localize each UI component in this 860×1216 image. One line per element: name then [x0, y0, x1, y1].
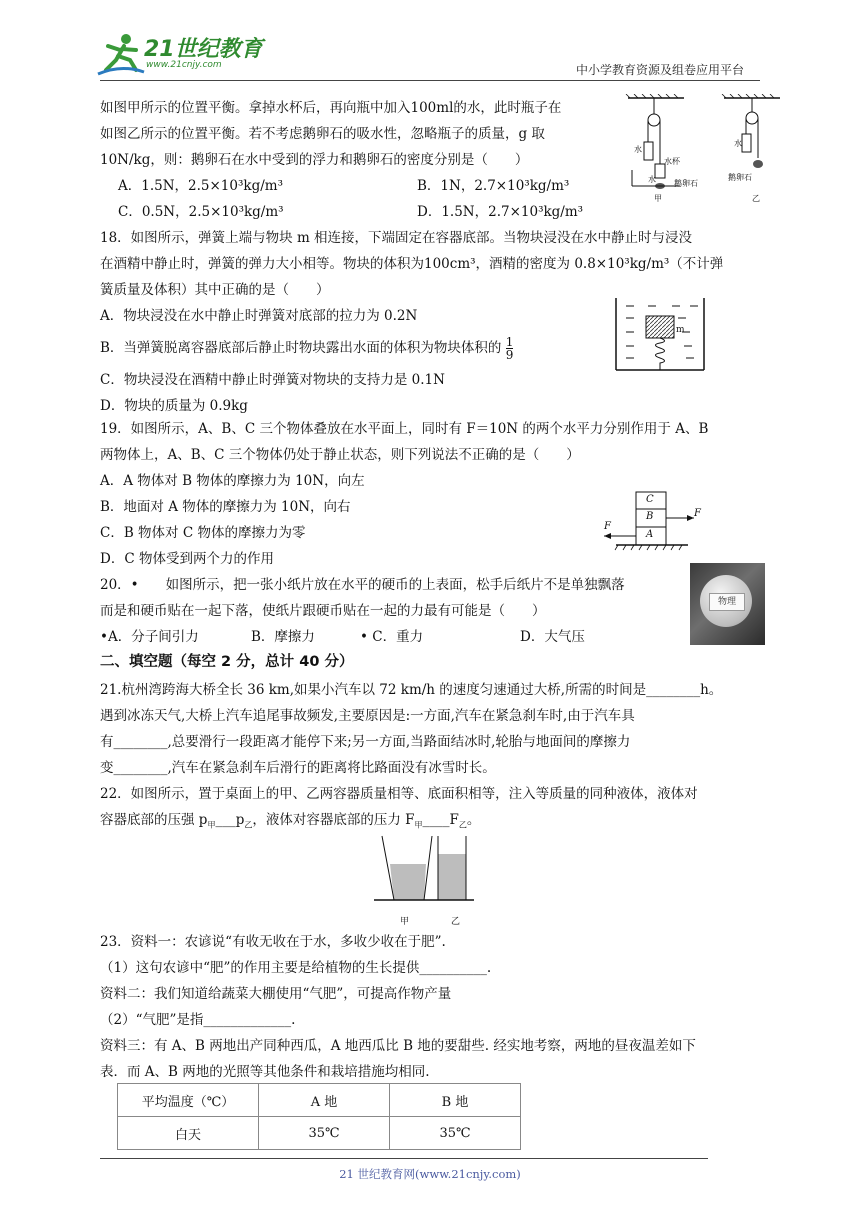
q22-line-2 — [100, 811, 480, 835]
q18-option-b-text: B．当弹簧脱离容器底部后静止时物块露出水面的体积为物块体积的 — [100, 340, 502, 356]
q23-line-1: 23．资料一：农谚说“有收无收在于水，多收少收在于肥”. — [100, 934, 446, 950]
q18-option-c: C．物块浸没在酒精中静止时弹簧对物块的支持力是 0.1N — [100, 372, 445, 388]
q17-fig-label-yi: 乙 — [752, 194, 760, 203]
table-cell: 35℃ — [259, 1117, 390, 1150]
q19-line-2: 两物体上，A、B、C 三个物体仍处于静止状态，则下列说法不正确的是（ ） — [100, 447, 580, 463]
logo-title: 21世纪教育 — [144, 37, 263, 62]
q17-fig-water-1: 水 — [634, 145, 642, 154]
q21-line-1: 21.杭州湾跨海大桥全长 36 km,如果小汽车以 72 km/h 的速度匀速通过大桥,所需的时间是________h。 — [100, 682, 723, 698]
q20-option-a: •A．分子间引力 — [100, 629, 199, 645]
q18-option-b — [100, 336, 513, 361]
q23-line-5: 资料三：有 A、B 两地出产同种西瓜，A 地西瓜比 B 地的要甜些. 经实地考察，两地的昼夜温差如下 — [100, 1038, 696, 1054]
q19-option-b: B．地面对 A 物体的摩擦力为 10N，向右 — [100, 499, 351, 515]
q22-text-e: 。 — [466, 812, 481, 828]
q21-line-2: 遇到冰冻天气,大桥上汽车追尾事故频发,主要原因是:一方面,汽车在紧急刹车时,由于汽车具 — [100, 708, 635, 724]
q19-option-d: D．C 物体受到两个力的作用 — [100, 551, 274, 567]
header-divider — [100, 80, 760, 81]
table-header-cell: A 地 — [259, 1084, 390, 1117]
table-cell: 35℃ — [390, 1117, 521, 1150]
q19-fig-label-b: B — [646, 511, 654, 522]
q22-fig-label-jia: 甲 — [400, 917, 410, 927]
q19-line-1: 19．如图所示，A、B、C 三个物体叠放在水平面上，同时有 F＝10N 的两个水平力分别作用于 A、B — [100, 421, 709, 437]
paper-label: 物理 — [709, 593, 745, 611]
q19-fig-label-a: A — [646, 529, 654, 540]
table-header-cell: 平均温度（℃） — [118, 1084, 259, 1117]
fraction-numerator: 1 — [505, 335, 514, 349]
q23-line-6: 表．而 A、B 两地的光照等其他条件和栽培措施均相同. — [100, 1064, 430, 1080]
footer-divider — [100, 1158, 708, 1159]
logo-url: www.21cnjy.com — [146, 60, 222, 70]
platform-name: 中小学教育资源及组卷应用平台 — [576, 63, 745, 77]
q17-fig-water-3: 水 — [734, 139, 742, 148]
q18-option-a: A．物块浸没在水中静止时弹簧对底部的拉力为 0.2N — [100, 308, 418, 324]
q22-text-a: 容器底部的压强 p — [100, 812, 208, 828]
q19-fig-label-c: C — [646, 494, 654, 505]
q19-option-a: A．A 物体对 B 物体的摩擦力为 10N，向左 — [100, 473, 365, 489]
table-row — [118, 1117, 521, 1150]
q18-figure-container — [614, 296, 706, 374]
q18-line-3: 簧质量及体积）其中正确的是（ ） — [100, 282, 330, 298]
q22-figure-containers — [372, 834, 476, 914]
q20-option-d: D．大气压 — [520, 629, 585, 645]
q17-figure-lever — [624, 94, 784, 204]
temperature-table — [117, 1083, 521, 1150]
q22-fig-label-yi: 乙 — [451, 917, 461, 927]
q23-line-2: （1）这句农谚中“肥”的作用主要是给植物的生长提供__________. — [100, 960, 492, 976]
q19-fig-label-f-right: F — [694, 508, 701, 519]
q22-blank-2: ____ — [422, 812, 450, 828]
q20-line-2: 而是和硬币贴在一起下落，使纸片跟硬币贴在一起的力最有可能是（ ） — [100, 603, 546, 619]
q19-fig-label-f-left: F — [604, 521, 611, 532]
q22-line-1: 22．如图所示，置于桌面上的甲、乙两容器质量相等、底面积相等，注入等质量的同种液体，液体对 — [100, 786, 698, 802]
q22-sub-jia-2: 甲 — [414, 820, 423, 830]
q17-fig-label-jia: 甲 — [654, 194, 662, 203]
table-header-cell: B 地 — [390, 1084, 521, 1117]
q19-figure-blocks — [598, 488, 710, 552]
q19-option-c: C．B 物体对 C 物体的摩擦力为零 — [100, 525, 306, 541]
table-cell: 白天 — [118, 1117, 259, 1150]
q17-option-a: A．1.5N，2.5×10³kg/m³ — [118, 178, 283, 194]
q22-text-b: p — [235, 812, 245, 828]
q18-line-2: 在酒精中静止时，弹簧的弹力大小相等。物块的体积为100cm³，酒精的密度为 0.8×10³kg/m³（不计弹 — [100, 256, 724, 272]
coin-photo — [690, 563, 765, 645]
q22-sub-yi-2: 乙 — [458, 820, 467, 830]
q22-text-c: ，液体对容器底部的压力 F — [252, 812, 415, 828]
q18-option-d: D．物块的质量为 0.9kg — [100, 398, 248, 414]
table-header-row — [118, 1084, 521, 1117]
q20-line-1: 20．• 如图所示，把一张小纸片放在水平的硬币的上表面，松手后纸片不是单独飘落 — [100, 577, 625, 593]
q18-fig-label-m: m — [676, 325, 685, 335]
q17-option-c: C．0.5N，2.5×10³kg/m³ — [118, 204, 284, 220]
fraction-denominator: 9 — [505, 348, 514, 362]
q18-line-1: 18．如图所示，弹簧上端与物块 m 相连接，下端固定在容器底部。当物块浸没在水中静止时与浸没 — [100, 230, 693, 246]
q22-blank-1: ___ — [215, 812, 236, 828]
q17-line-3: 10N/kg，则：鹅卵石在水中受到的浮力和鹅卵石的密度分别是（ ） — [100, 152, 529, 168]
section-2-title: 二、填空题（每空 2 分，总计 40 分） — [100, 654, 354, 670]
q17-fig-cup: 水杯 — [664, 157, 680, 166]
q17-line-1: 如图甲所示的位置平衡。拿掉水杯后，再向瓶中加入100ml的水，此时瓶子在 — [100, 100, 562, 116]
q21-line-3: 有________,总要滑行一段距离才能停下来;另一方面,当路面结冰时,轮胎与地面间的摩擦力 — [100, 734, 631, 750]
q20-option-c: • C．重力 — [360, 629, 424, 645]
q22-text-d: F — [449, 812, 459, 828]
q17-fig-stone-2: 鹅卵石 — [728, 173, 752, 182]
q17-option-d: D．1.5N，2.7×10³kg/m³ — [417, 204, 584, 220]
q23-line-3: 资料二：我们知道给蔬菜大棚使用“气肥”，可提高作物产量 — [100, 986, 452, 1002]
q17-fig-water-2: 水 — [648, 175, 656, 184]
footer-text: 21 世纪教育网(www.21cnjy.com) — [339, 1167, 521, 1181]
q23-line-4: （2）“气肥”是指_____________. — [100, 1012, 296, 1028]
logo-runner-icon — [96, 30, 146, 76]
q17-option-b: B．1N，2.7×10³kg/m³ — [417, 178, 570, 194]
fraction-one-ninth — [506, 336, 514, 361]
q20-option-b: B．摩擦力 — [251, 629, 315, 645]
q22-sub-yi: 乙 — [244, 820, 253, 830]
q17-fig-stone: 鹅卵石 — [674, 179, 698, 188]
q22-sub-jia: 甲 — [207, 820, 216, 830]
q17-line-2: 如图乙所示的位置平衡。若不考虑鹅卵石的吸水性，忽略瓶子的质量，g 取 — [100, 126, 545, 142]
q21-line-4: 变________,汽车在紧急刹车后滑行的距离将比路面没有冰雪时长。 — [100, 760, 496, 776]
